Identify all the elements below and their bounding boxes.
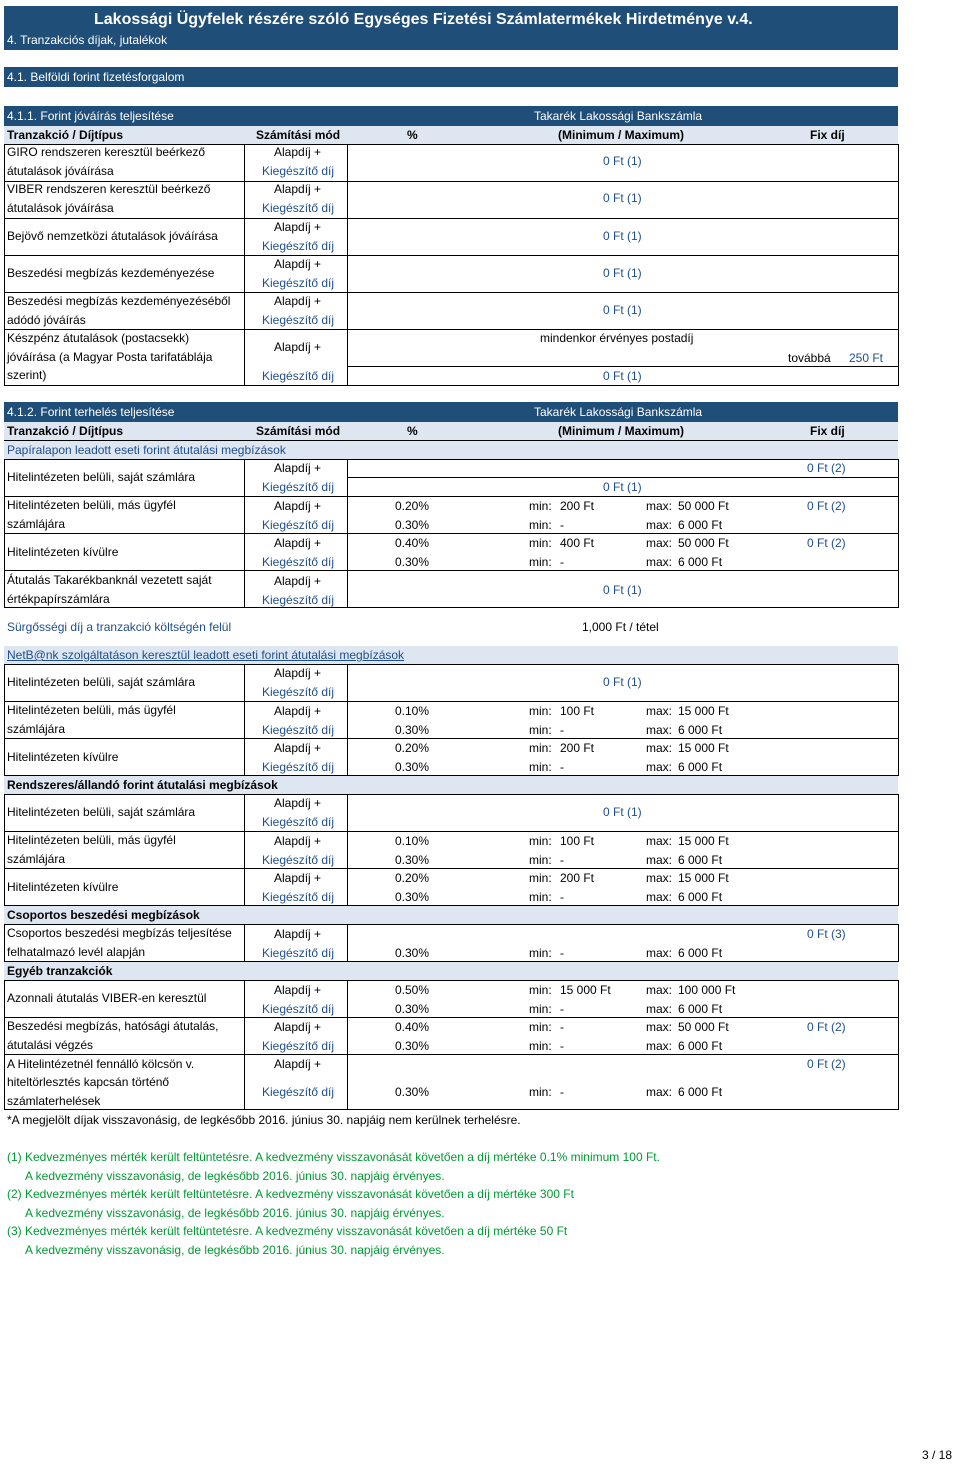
calc-extra: Kiegészítő díj: [262, 946, 335, 960]
calc-extra: Kiegészítő díj: [262, 239, 335, 253]
row-label: Csoportos beszedési megbízás teljesítése: [7, 926, 232, 940]
max-value: 100 000 Ft: [678, 983, 736, 997]
calc-basic: Alapdíj +: [274, 145, 322, 159]
min-label: min:: [529, 499, 552, 513]
min-value: -: [560, 1085, 564, 1099]
max-value: 6 000 Ft: [678, 760, 723, 774]
col-percent: %: [407, 128, 418, 142]
min-value: -: [560, 890, 564, 904]
row-label: Hitelintézeten belüli, saját számlára: [7, 805, 196, 819]
subsection-other: [4, 962, 898, 980]
document-title: Lakossági Ügyfelek részére szóló Egységes Fizetési Számlatermékek Hirdetménye v.4.: [94, 11, 753, 28]
row-label: Átutalás Takarékbanknál vezetett saját: [7, 573, 212, 587]
calc-basic: Alapdíj +: [274, 927, 322, 941]
max-value: 6 000 Ft: [678, 555, 723, 569]
min-label: min:: [529, 518, 552, 532]
row-label: jóváírása (a Magyar Posta tarifatáblája: [7, 350, 213, 364]
calc-extra: Kiegészítő díj: [262, 1002, 335, 1016]
calc-extra: Kiegészítő díj: [262, 276, 335, 290]
row-label: hiteltörlesztés kapcsán történő: [7, 1075, 170, 1089]
min-value: 200 Ft: [560, 499, 595, 513]
min-value: -: [560, 518, 564, 532]
min-value: 100 Ft: [560, 704, 595, 718]
percent: 0.30%: [395, 1002, 430, 1016]
calc-extra: Kiegészítő díj: [262, 890, 335, 904]
calc-basic: Alapdíj +: [274, 666, 322, 680]
row-label: adódó jóváírás: [7, 313, 86, 327]
section-4-1-title: 4.1. Belföldi forint fizetésforgalom: [7, 70, 185, 84]
calc-extra: Kiegészítő díj: [262, 1039, 335, 1053]
row-label: Beszedési megbízás kezdeményezése: [7, 266, 215, 280]
min-value: -: [560, 1039, 564, 1053]
fee-value: 0 Ft (1): [603, 303, 642, 317]
row-label: átutalási végzés: [7, 1038, 94, 1052]
max-label: max:: [646, 834, 673, 848]
calc-basic: Alapdíj +: [274, 294, 322, 308]
max-value: 50 000 Ft: [678, 499, 729, 513]
calc-basic: Alapdíj +: [274, 536, 322, 550]
max-value: 6 000 Ft: [678, 723, 723, 737]
calc-basic: Alapdíj +: [274, 461, 322, 475]
min-value: -: [560, 946, 564, 960]
max-value: 6 000 Ft: [678, 518, 723, 532]
max-label: max:: [646, 518, 673, 532]
row-label: szerint): [7, 368, 47, 382]
footnote-2: (2) Kedvezményes mérték került feltüntetésre. A kedvezmény visszavonását követően a díj mértéke 300 Ft: [7, 1187, 574, 1201]
subsection-title: Rendszeres/állandó forint átutalási megbízások: [7, 778, 278, 792]
min-value: 15 000 Ft: [560, 983, 611, 997]
account-name: Takarék Lakossági Bankszámla: [534, 405, 703, 419]
footnote-1-validity: A kedvezmény visszavonásig, de legkésőbb 2016. június 30. napjáig érvényes.: [25, 1169, 445, 1183]
percent: 0.10%: [395, 834, 430, 848]
col-transaction: Tranzakció / Díjtípus: [7, 128, 124, 142]
min-label: min:: [529, 555, 552, 569]
max-label: max:: [646, 1002, 673, 1016]
row-label: A Hitelintézetnél fennálló kölcsön v.: [7, 1057, 195, 1071]
max-value: 6 000 Ft: [678, 1085, 723, 1099]
row-label: számlaterhelések: [7, 1094, 101, 1108]
fix-fee: 0 Ft (2): [807, 1020, 846, 1034]
percent: 0.30%: [395, 1085, 430, 1099]
max-value: 6 000 Ft: [678, 1039, 723, 1053]
fix-fee: 0 Ft (3): [807, 927, 846, 941]
calc-extra: Kiegészítő díj: [262, 164, 335, 178]
calc-extra: Kiegészítő díj: [262, 853, 335, 867]
min-label: min:: [529, 890, 552, 904]
row-label: számlájára: [7, 852, 66, 866]
row-label: Azonnali átutalás VIBER-en keresztül: [7, 991, 207, 1005]
calc-basic: Alapdíj +: [274, 220, 322, 234]
column-headers: [4, 422, 898, 441]
footnote-1: (1) Kedvezményes mérték került feltüntetésre. A kedvezmény visszavonását követően a díj mértéke 0.1% minimum 100 Ft.: [7, 1150, 660, 1164]
fee-value: 0 Ft (1): [603, 266, 642, 280]
fee-value: 0 Ft (1): [603, 229, 642, 243]
row-label: Hitelintézeten kívülre: [7, 545, 119, 559]
section-4-1-2-title: 4.1.2. Forint terhelés teljesítése: [7, 405, 175, 419]
calc-extra: Kiegészítő díj: [262, 555, 335, 569]
row-label: Hitelintézeten belüli, saját számlára: [7, 675, 196, 689]
max-label: max:: [646, 871, 673, 885]
calc-extra: Kiegészítő díj: [262, 369, 335, 383]
percent: 0.40%: [395, 536, 430, 550]
max-label: max:: [646, 704, 673, 718]
calc-basic: Alapdíj +: [274, 574, 322, 588]
subsection-title: Papíralapon leadott eseti forint átutalási megbízások: [7, 443, 286, 457]
min-label: min:: [529, 834, 552, 848]
percent: 0.20%: [395, 741, 430, 755]
max-label: max:: [646, 946, 673, 960]
calc-extra: Kiegészítő díj: [262, 201, 335, 215]
tovabba-label: továbbá: [788, 351, 831, 365]
fee-value: 0 Ft (1): [603, 805, 642, 819]
min-label: min:: [529, 723, 552, 737]
percent: 0.20%: [395, 499, 430, 513]
percent: 0.30%: [395, 853, 430, 867]
row-label: számlájára: [7, 722, 66, 736]
section-4-1-1-header: [4, 106, 898, 126]
min-label: min:: [529, 536, 552, 550]
row-label: Bejövő nemzetközi átutalások jóváírása: [7, 229, 218, 243]
calc-extra: Kiegészítő díj: [262, 723, 335, 737]
row-label: Hitelintézeten belüli, más ügyfél: [7, 498, 176, 512]
col-percent: %: [407, 424, 418, 438]
row-label: Hitelintézeten belüli, saját számlára: [7, 470, 196, 484]
footnote-2-validity: A kedvezmény visszavonásig, de legkésőbb 2016. június 30. napjáig érvényes.: [25, 1206, 445, 1220]
subsection-paper: [4, 441, 898, 459]
percent: 0.30%: [395, 555, 430, 569]
min-label: min:: [529, 1020, 552, 1034]
row-label: számlájára: [7, 517, 66, 531]
calc-basic: Alapdíj +: [274, 871, 322, 885]
calc-basic: Alapdíj +: [274, 257, 322, 271]
calc-extra: Kiegészítő díj: [262, 1085, 335, 1099]
row-label: felhatalmazó levél alapján: [7, 945, 146, 959]
fix-fee: 0 Ft (2): [807, 499, 846, 513]
calc-basic: Alapdíj +: [274, 499, 322, 513]
max-label: max:: [646, 1020, 673, 1034]
col-fix-fee: Fix díj: [810, 128, 845, 142]
footnote-3: (3) Kedvezményes mérték került feltüntetésre. A kedvezmény visszavonását követően a díj mértéke 50 Ft: [7, 1224, 568, 1238]
subsection-group: [4, 906, 898, 924]
percent: 0.30%: [395, 723, 430, 737]
max-value: 50 000 Ft: [678, 1020, 729, 1034]
row-label: Hitelintézeten kívülre: [7, 880, 119, 894]
fee-value: 0 Ft (1): [603, 191, 642, 205]
row-label: Hitelintézeten belüli, más ügyfél: [7, 703, 176, 717]
page-number: 3 / 18: [922, 1448, 953, 1462]
max-value: 6 000 Ft: [678, 853, 723, 867]
calc-basic: Alapdíj +: [274, 741, 322, 755]
fee-value: 0 Ft (1): [603, 480, 642, 494]
fee-value: 0 Ft (1): [603, 154, 642, 168]
min-value: -: [560, 1020, 564, 1034]
min-label: min:: [529, 741, 552, 755]
min-label: min:: [529, 760, 552, 774]
footnote-star: *A megjelölt díjak visszavonásig, de legkésőbb 2016. június 30. napjáig nem kerülnek terhelésre.: [7, 1113, 521, 1127]
max-label: max:: [646, 1039, 673, 1053]
document-header: [4, 6, 898, 50]
row-label: átutalások jóváírása: [7, 164, 114, 178]
fee-value: 0 Ft (1): [603, 675, 642, 689]
footnote-3-validity: A kedvezmény visszavonásig, de legkésőbb 2016. június 30. napjáig érvényes.: [25, 1243, 445, 1257]
calc-extra: Kiegészítő díj: [262, 313, 335, 327]
min-value: -: [560, 555, 564, 569]
max-value: 6 000 Ft: [678, 1002, 723, 1016]
min-value: 100 Ft: [560, 834, 595, 848]
max-value: 50 000 Ft: [678, 536, 729, 550]
row-label: Hitelintézeten belüli, más ügyfél: [7, 833, 176, 847]
subsection-title: Egyéb tranzakciók: [7, 964, 113, 978]
calc-basic: Alapdíj +: [274, 796, 322, 810]
percent: 0.30%: [395, 518, 430, 532]
section-heading: 4. Tranzakciós díjak, jutalékok: [7, 33, 168, 47]
max-label: max:: [646, 536, 673, 550]
col-calc-mode: Számítási mód: [256, 128, 341, 142]
calc-basic: Alapdíj +: [274, 1020, 322, 1034]
subsection-netbank: [4, 646, 898, 664]
row-label: Beszedési megbízás kezdeményezéséből: [7, 294, 231, 308]
row-label: VIBER rendszeren keresztül beérkező: [7, 182, 211, 196]
col-fix-fee: Fix díj: [810, 424, 845, 438]
postal-fee-note: mindenkor érvényes postadíj: [540, 331, 694, 345]
calc-basic: Alapdíj +: [274, 704, 322, 718]
calc-basic: Alapdíj +: [274, 182, 322, 196]
calc-basic: Alapdíj +: [274, 340, 322, 354]
calc-extra: Kiegészítő díj: [262, 480, 335, 494]
max-value: 6 000 Ft: [678, 890, 723, 904]
calc-extra: Kiegészítő díj: [262, 593, 335, 607]
percent: 0.30%: [395, 1039, 430, 1053]
max-value: 15 000 Ft: [678, 871, 729, 885]
percent: 0.40%: [395, 1020, 430, 1034]
max-label: max:: [646, 499, 673, 513]
min-label: min:: [529, 1002, 552, 1016]
row-label: átutalások jóváírása: [7, 201, 114, 215]
min-value: 400 Ft: [560, 536, 595, 550]
col-min-max: (Minimum / Maximum): [558, 128, 685, 142]
min-value: -: [560, 760, 564, 774]
min-label: min:: [529, 1039, 552, 1053]
max-label: max:: [646, 853, 673, 867]
fee-value: 0 Ft (1): [603, 369, 642, 383]
percent: 0.30%: [395, 890, 430, 904]
row-label: Készpénz átutalások (postacsekk): [7, 331, 190, 345]
max-label: max:: [646, 1085, 673, 1099]
col-transaction: Tranzakció / Díjtípus: [7, 424, 124, 438]
max-label: max:: [646, 555, 673, 569]
min-label: min:: [529, 1085, 552, 1099]
min-label: min:: [529, 946, 552, 960]
subsection-title: Csoportos beszedési megbízások: [7, 908, 200, 922]
max-value: 15 000 Ft: [678, 741, 729, 755]
min-label: min:: [529, 983, 552, 997]
row-label: Beszedési megbízás, hatósági átutalás,: [7, 1019, 219, 1033]
account-name: Takarék Lakossági Bankszámla: [534, 109, 703, 123]
min-value: -: [560, 1002, 564, 1016]
row-label: értékpapírszámlára: [7, 592, 110, 606]
column-headers: [4, 126, 898, 145]
max-value: 15 000 Ft: [678, 834, 729, 848]
calc-basic: Alapdíj +: [274, 1057, 322, 1071]
calc-basic: Alapdíj +: [274, 834, 322, 848]
min-label: min:: [529, 853, 552, 867]
percent: 0.30%: [395, 760, 430, 774]
section-4-1-1-title: 4.1.1. Forint jóváírás teljesítése: [7, 109, 174, 123]
col-min-max: (Minimum / Maximum): [558, 424, 685, 438]
min-value: 200 Ft: [560, 741, 595, 755]
calc-extra: Kiegészítő díj: [262, 685, 335, 699]
fix-fee: 0 Ft (2): [807, 1057, 846, 1071]
min-label: min:: [529, 871, 552, 885]
percent: 0.30%: [395, 946, 430, 960]
calc-basic: Alapdíj +: [274, 983, 322, 997]
max-label: max:: [646, 983, 673, 997]
percent: 0.20%: [395, 871, 430, 885]
max-label: max:: [646, 890, 673, 904]
calc-extra: Kiegészítő díj: [262, 518, 335, 532]
min-label: min:: [529, 704, 552, 718]
max-label: max:: [646, 723, 673, 737]
max-label: max:: [646, 741, 673, 755]
fix-fee: 0 Ft (2): [807, 536, 846, 550]
subsection-standing: [4, 776, 898, 794]
section-4-1-header: [4, 67, 898, 87]
fee-value: 0 Ft (1): [603, 583, 642, 597]
percent: 0.50%: [395, 983, 430, 997]
urgency-fee-label: Sürgősségi díj a tranzakció költségén felül: [7, 620, 232, 634]
section-4-1-2-header: [4, 402, 898, 422]
max-value: 6 000 Ft: [678, 946, 723, 960]
row-label: Hitelintézeten kívülre: [7, 750, 119, 764]
col-calc-mode: Számítási mód: [256, 424, 341, 438]
fix-fee: 250 Ft: [849, 351, 884, 365]
urgency-fee-value: 1,000 Ft / tétel: [582, 620, 659, 634]
subsection-title[interactable]: NetB@nk szolgáltatáson keresztül leadott eseti forint átutalási megbízások: [7, 648, 405, 662]
min-value: -: [560, 723, 564, 737]
max-label: max:: [646, 760, 673, 774]
min-value: 200 Ft: [560, 871, 595, 885]
percent: 0.10%: [395, 704, 430, 718]
calc-extra: Kiegészítő díj: [262, 815, 335, 829]
max-value: 15 000 Ft: [678, 704, 729, 718]
min-value: -: [560, 853, 564, 867]
row-label: GIRO rendszeren keresztül beérkező: [7, 145, 206, 159]
calc-extra: Kiegészítő díj: [262, 760, 335, 774]
fix-fee: 0 Ft (2): [807, 461, 846, 475]
